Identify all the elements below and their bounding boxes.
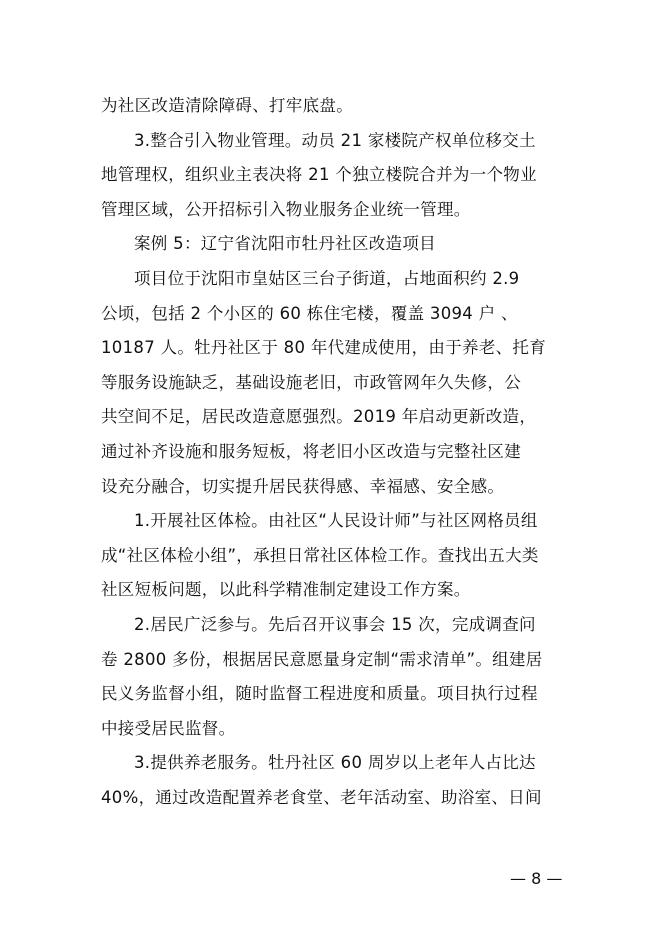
body-text [101,89,563,815]
text-line: 等服务设施缺乏，基础设施老旧，市政管网年久失修，公 [101,372,521,392]
text-line: 地管理权，组织业主表决将 21 个独立楼院合并为一个物业 [101,165,537,185]
text-line: 管理区域，公开招标引入物业服务企业统一管理。 [101,199,471,219]
text-line: 中接受居民监督。 [101,718,236,738]
text-line: 3.提供养老服务。牡丹社区 60 周岁以上老年人占比达 [134,753,536,773]
text-line: 40%，通过改造配置养老食堂、老年活动室、助浴室、日间 [101,787,542,807]
text-line: 3.整合引入物业管理。动员 21 家楼院产权单位移交土 [134,130,536,150]
text-line: 为社区改造清除障碍、打牢底盘。 [101,96,353,115]
text-line: 公顷，包括 2 个小区的 60 栋住宅楼，覆盖 3094 户 、 [101,303,518,323]
text-line: 10187 人。牡丹社区于 80 年代建成使用，由于养老、托育 [101,338,547,358]
text-line: 设充分融合，切实提升居民获得感、幸福感、安全感。 [101,476,505,496]
page-number: — 8 — [510,869,563,888]
text-line: 1.开展社区体检。由社区“人民设计师”与社区网格员组 [134,511,538,531]
text-line: 民义务监督小组，随时监督工程进度和质量。项目执行过程 [101,684,538,704]
text-line: 项目位于沈阳市皇姑区三台子街道，占地面积约 2.9 [134,268,520,288]
text-line: 社区短板问题，以此科学精准制定建设工作方案。 [101,580,471,600]
case-heading: 案例 5：辽宁省沈阳市牡丹社区改造项目 [134,234,436,254]
text-line: 卷 2800 多份，根据居民意愿量身定制“需求清单”。组建居 [101,649,543,669]
text-line: 共空间不足，居民改造意愿强烈。2019 年启动更新改造， [101,407,537,427]
text-line: 2.居民广泛参与。先后召开议事会 15 次，完成调查问 [134,614,536,634]
text-line: 通过补齐设施和服务短板，将老旧小区改造与完整社区建 [101,441,521,461]
text-line: 成“社区体检小组”，承担日常社区体检工作。查找出五大类 [101,545,539,565]
